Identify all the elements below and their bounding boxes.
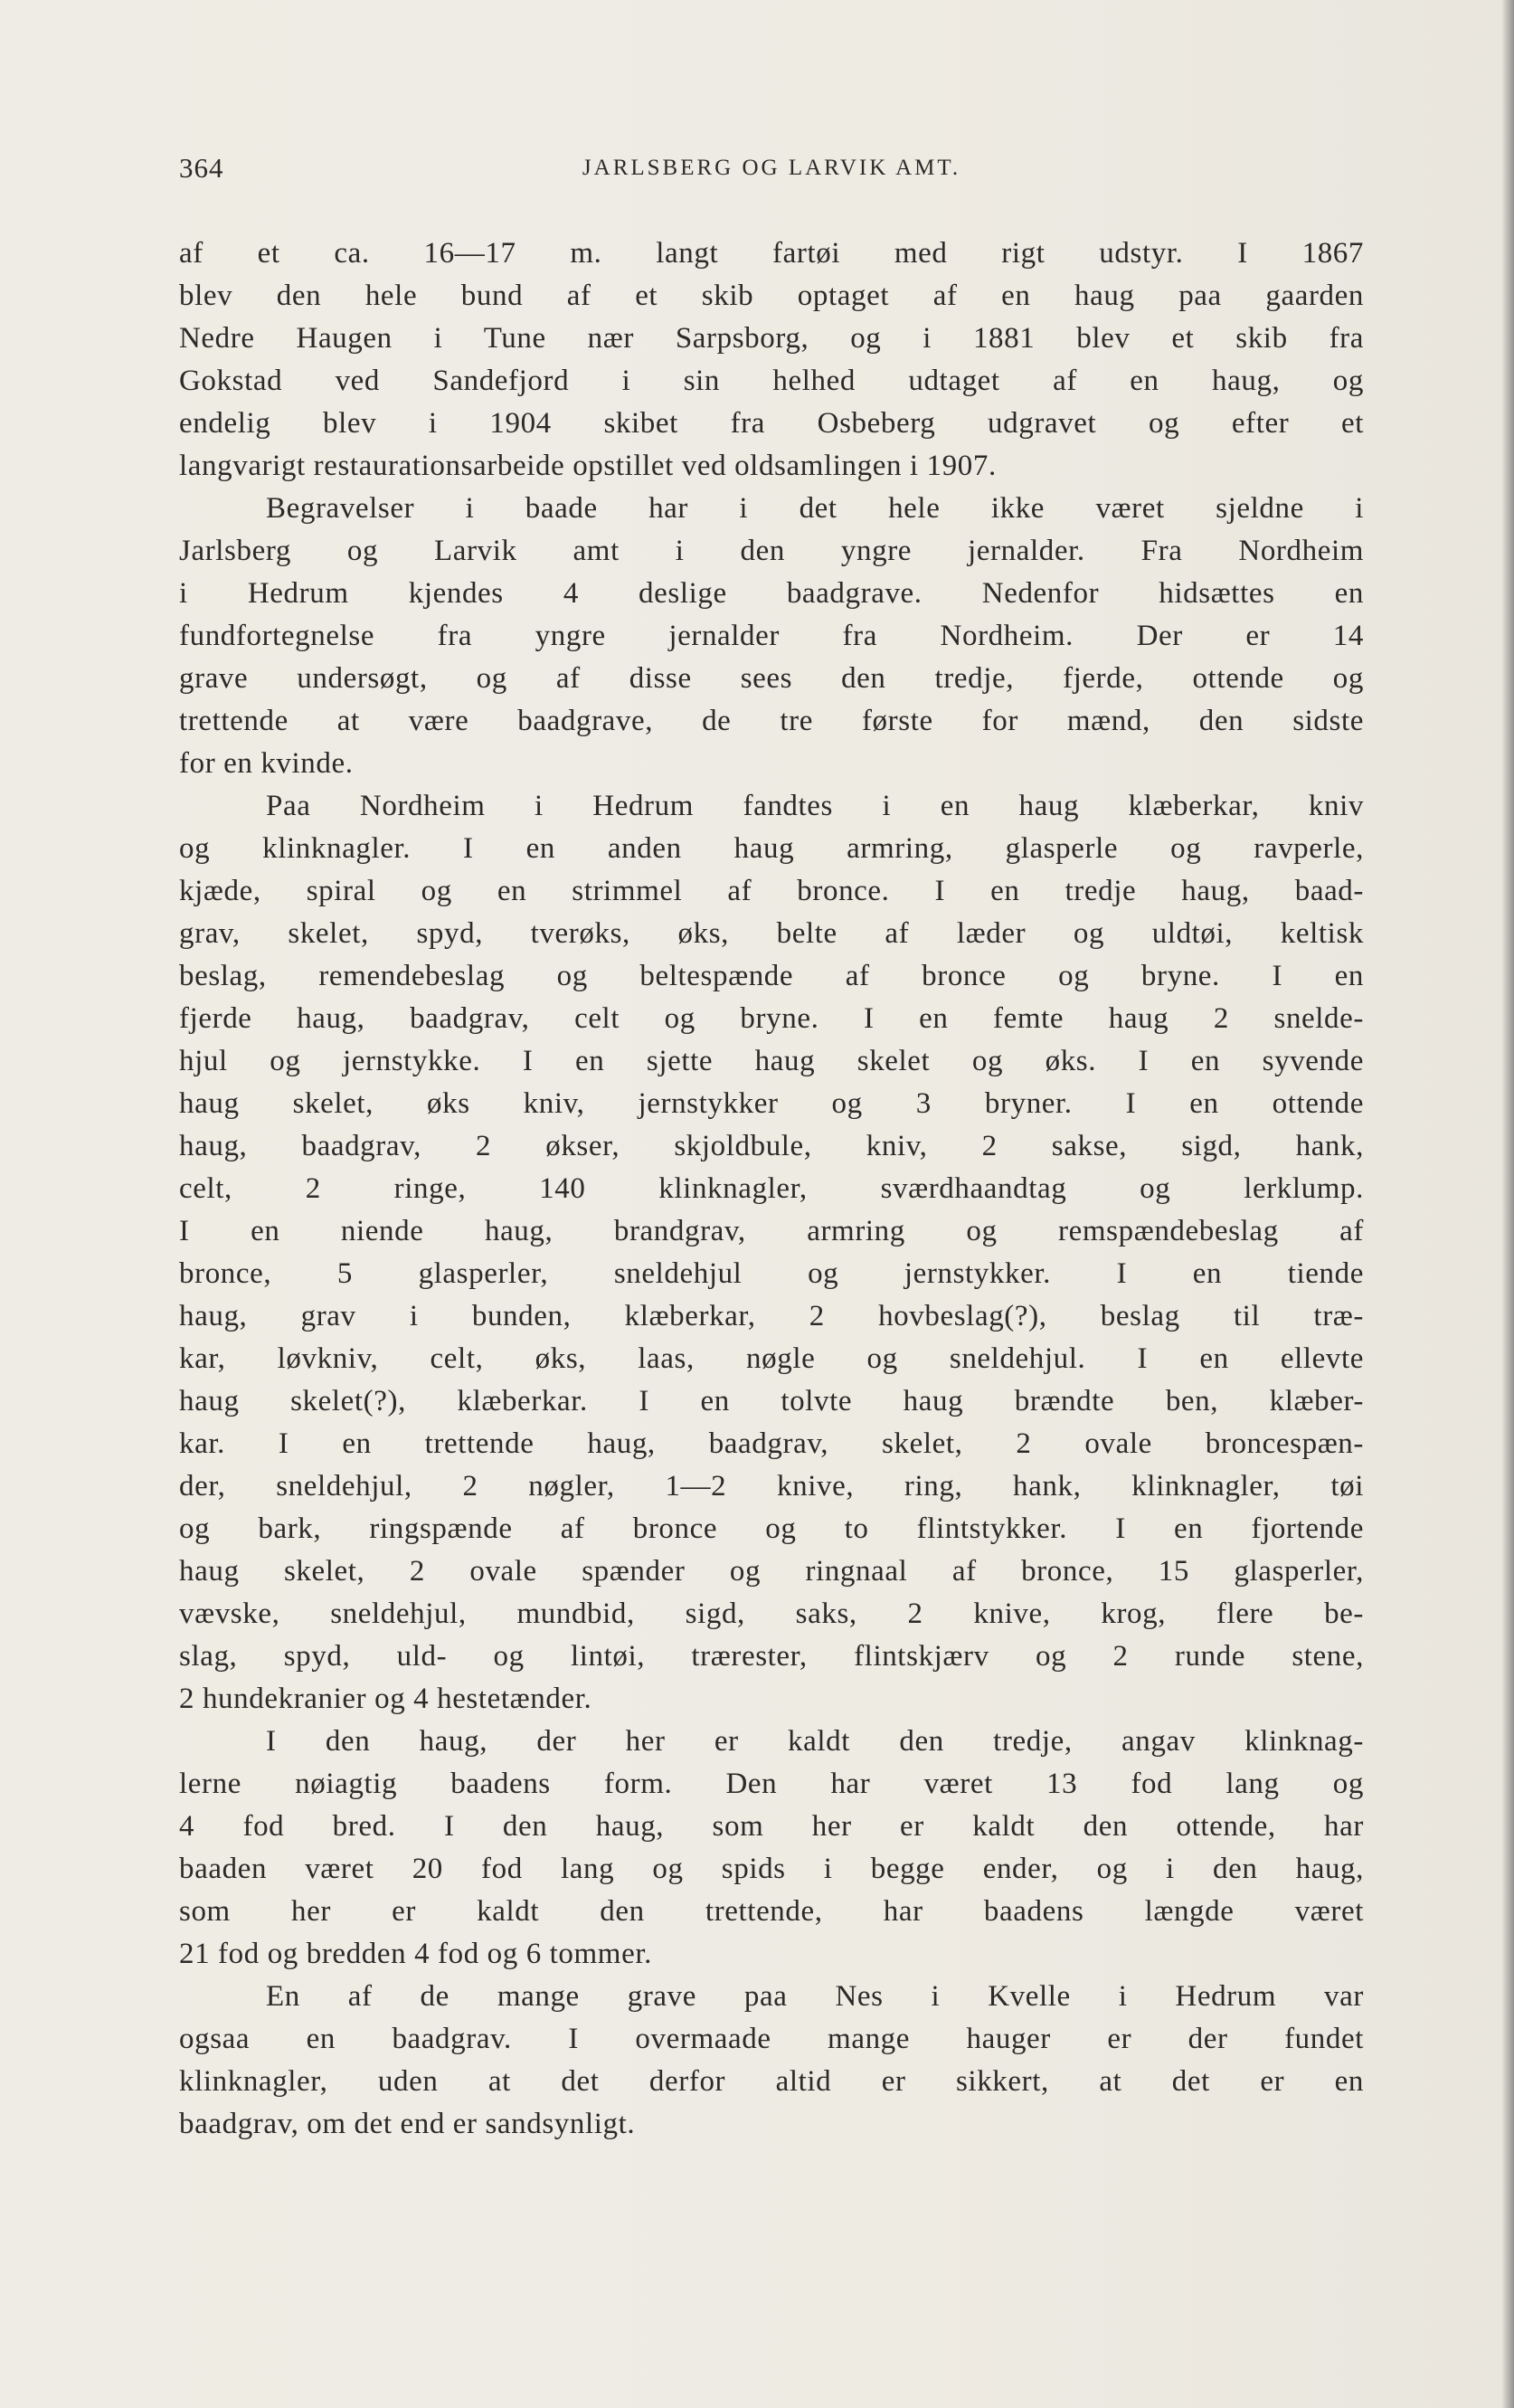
text-line: trettende at være baadgrave, de tre første for mænd, den sidste (179, 705, 1364, 737)
text-line: kar, løvkniv, celt, øks, laas, nøgle og sneldehjul. I en ellevte (179, 1342, 1364, 1375)
text-line: i Hedrum kjendes 4 deslige baadgrave. Nedenfor hidsættes en (179, 577, 1364, 610)
text-line: og bark, ringspænde af bronce og to flintstykker. I en fjortende (179, 1512, 1364, 1545)
page-number: 364 (179, 152, 224, 184)
text-line: beslag, remendebeslag og beltespænde af bronce og bryne. I en (179, 960, 1364, 992)
body-text (179, 232, 1364, 2146)
text-line: fjerde haug, baadgrav, celt og bryne. I en femte haug 2 snelde- (179, 1002, 1364, 1035)
text-line: baaden været 20 fod lang og spids i begge ender, og i den haug, (179, 1853, 1364, 1885)
text-line: og klinknagler. I en anden haug armring, glasperle og ravperle, (179, 832, 1364, 865)
text-line: haug, grav i bunden, klæberkar, 2 hovbeslag(?), beslag til træ- (179, 1300, 1364, 1332)
text-line: Begravelser i baade har i det hele ikke været sjeldne i (266, 492, 1364, 525)
text-line: langvarigt restaurationsarbeide opstillet ved oldsamlingen i 1907. (179, 450, 997, 482)
text-line: I den haug, der her er kaldt den tredje, angav klinknag- (266, 1725, 1364, 1758)
page-edge-shadow (1501, 0, 1514, 2408)
text-line: for en kvinde. (179, 747, 354, 780)
text-line: haug skelet(?), klæberkar. I en tolvte haug brændte ben, klæber- (179, 1385, 1364, 1417)
text-line: celt, 2 ringe, 140 klinknagler, sværdhaandtag og lerklump. (179, 1172, 1364, 1205)
page-header (179, 152, 1364, 188)
text-line: der, sneldehjul, 2 nøgler, 1—2 knive, ring, hank, klinknagler, tøi (179, 1470, 1364, 1503)
text-line: grave undersøgt, og af disse sees den tredje, fjerde, ottende og (179, 662, 1364, 695)
text-line: endelig blev i 1904 skibet fra Osbeberg udgravet og efter et (179, 407, 1364, 440)
text-line: lerne nøiagtig baadens form. Den har været 13 fod lang og (179, 1768, 1364, 1800)
text-line: Gokstad ved Sandefjord i sin helhed udtaget af en haug, og (179, 365, 1364, 397)
text-line: grav, skelet, spyd, tverøks, øks, belte af læder og uldtøi, keltisk (179, 917, 1364, 950)
text-line: 2 hundekranier og 4 hestetænder. (179, 1683, 592, 1715)
text-line: blev den hele bund af et skib optaget af en haug paa gaarden (179, 280, 1364, 312)
text-line: haug skelet, øks kniv, jernstykker og 3 bryner. I en ottende (179, 1087, 1364, 1120)
text-line: Jarlsberg og Larvik amt i den yngre jernalder. Fra Nordheim (179, 535, 1364, 567)
text-line: haug skelet, 2 ovale spænder og ringnaal af bronce, 15 glasperler, (179, 1555, 1364, 1588)
text-line: Paa Nordheim i Hedrum fandtes i en haug klæberkar, kniv (266, 790, 1364, 822)
text-line: baadgrav, om det end er sandsynligt. (179, 2108, 636, 2140)
text-line: kjæde, spiral og en strimmel af bronce. I en tredje haug, baad- (179, 875, 1364, 907)
text-line: haug, baadgrav, 2 økser, skjoldbule, kniv, 2 sakse, sigd, hank, (179, 1130, 1364, 1162)
text-line: slag, spyd, uld- og lintøi, trærester, flintskjærv og 2 runde stene, (179, 1640, 1364, 1673)
text-line: bronce, 5 glasperler, sneldehjul og jernstykker. I en tiende (179, 1257, 1364, 1290)
text-line: kar. I en trettende haug, baadgrav, skelet, 2 ovale broncespæn- (179, 1427, 1364, 1460)
text-line: 4 fod bred. I den haug, som her er kaldt den ottende, har (179, 1810, 1364, 1843)
text-line: af et ca. 16—17 m. langt fartøi med rigt udstyr. I 1867 (179, 237, 1364, 270)
text-line: I en niende haug, brandgrav, armring og remspændebeslag af (179, 1215, 1364, 1247)
text-line: som her er kaldt den trettende, har baadens længde været (179, 1895, 1364, 1928)
text-line: Nedre Haugen i Tune nær Sarpsborg, og i 1881 blev et skib fra (179, 322, 1364, 355)
text-line: klinknagler, uden at det derfor altid er sikkert, at det er en (179, 2065, 1364, 2098)
text-line: fundfortegnelse fra yngre jernalder fra Nordheim. Der er 14 (179, 620, 1364, 652)
text-line: 21 fod og bredden 4 fod og 6 tommer. (179, 1938, 652, 1970)
text-line: ogsaa en baadgrav. I overmaade mange hauger er der fundet (179, 2023, 1364, 2055)
text-line: En af de mange grave paa Nes i Kvelle i Hedrum var (266, 1980, 1364, 2013)
running-title: JARLSBERG OG LARVIK AMT. (582, 156, 961, 180)
text-line: vævske, sneldehjul, mundbid, sigd, saks, 2 knive, krog, flere be- (179, 1597, 1364, 1630)
text-line: hjul og jernstykke. I en sjette haug skelet og øks. I en syvende (179, 1045, 1364, 1077)
